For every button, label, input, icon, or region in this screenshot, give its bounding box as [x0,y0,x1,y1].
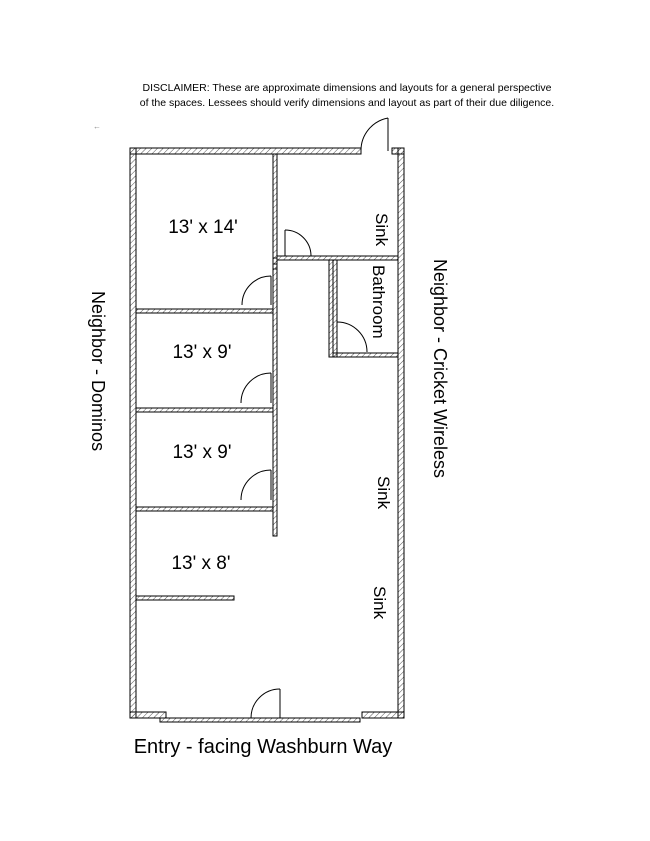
room1-door [242,276,271,305]
neighbor-right-label: Neighbor - Cricket Wireless [430,259,450,479]
rear-exit-door [361,118,388,151]
doors [241,118,388,718]
bathroom-label: Bathroom [369,265,388,339]
sink-lower-label: Sink [370,586,389,620]
entry-door [251,689,280,718]
room-2-size-label: 13' x 9' [172,342,232,363]
disclaimer-line-2: of the spaces. Lessees should verify dimensions and layout as part of their due diligence. [139,97,555,109]
room2-door [241,373,271,403]
utility-door [285,230,311,256]
sink-middle-label: Sink [374,476,393,510]
corner-arrow-icon: ← [93,122,101,131]
sink-top-label: Sink [372,213,391,247]
bathroom-door [337,322,367,352]
entry-label: Entry - facing Washburn Way [133,736,393,758]
room3-door [241,470,271,500]
room-1-size-label: 13' x 14' [168,217,238,238]
disclaimer-line-1: DISCLAIMER: These are approximate dimensions and layouts for a general perspective [142,82,552,94]
room-4-size-label: 13' x 8' [171,553,231,574]
neighbor-left-label: Neighbor - Dominos [88,291,108,452]
room-3-size-label: 13' x 9' [172,442,232,463]
